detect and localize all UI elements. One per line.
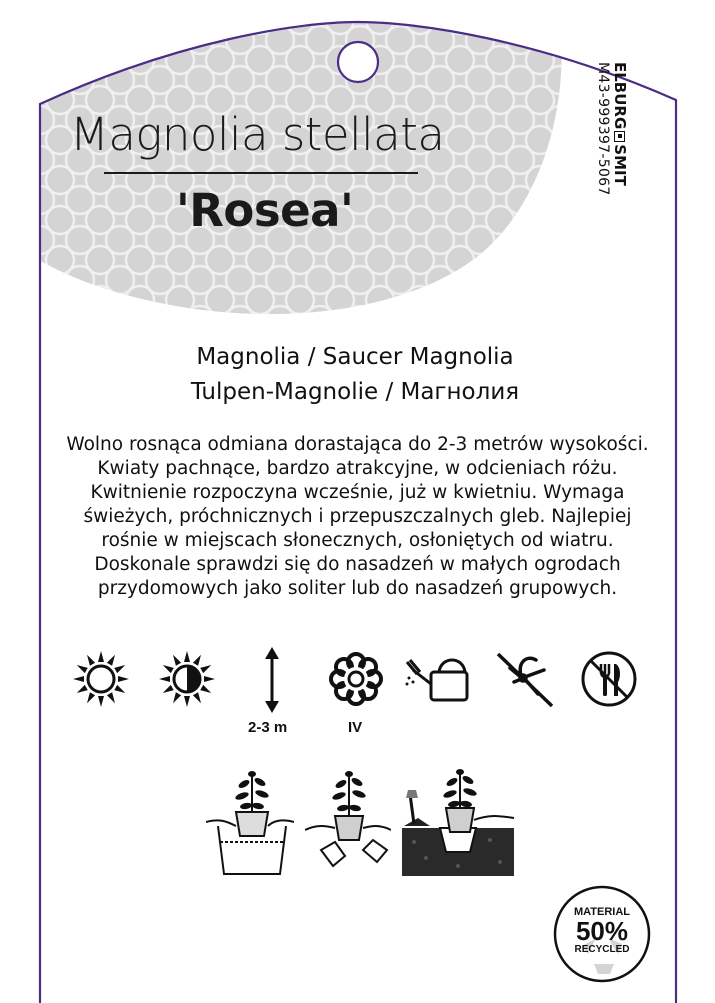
- height-arrow-icon: [258, 647, 286, 713]
- flower-caption: IV: [348, 719, 363, 736]
- latin-name: Magnolia stellata: [70, 108, 445, 161]
- planting-step-plant-icon: [400, 768, 516, 878]
- hang-hole: [338, 42, 378, 82]
- height-caption: 2-3 m: [248, 719, 288, 736]
- watering-can-icon: [405, 652, 473, 704]
- brand-mark-icon: [614, 131, 625, 142]
- brand-logo: [611, 62, 629, 186]
- no-pruning-icon: [492, 648, 558, 710]
- product-code: M43-999397-5067: [595, 62, 611, 196]
- not-edible-icon: [580, 650, 638, 708]
- common-names-line1: Magnolia / Saucer Magnolia: [196, 344, 514, 370]
- planting-step-soak-icon: [206, 770, 294, 880]
- cultivar-name: 'Rosea': [176, 184, 354, 237]
- flower-icon: [327, 650, 385, 708]
- title-divider: [104, 172, 418, 174]
- partial-shade-icon: [158, 650, 216, 708]
- full-sun-icon: [72, 650, 130, 708]
- recycle-line2: RECYCLED: [574, 944, 630, 955]
- description: Wolno rosnąca odmiana dorastająca do 2-3 metrów wysokości. Kwiaty pachnące, bardzo atrakcyjne, w odcieniach różu. Kwitnienie rozpoczyna wcześnie, już w kwietniu. Wymaga świeżych, próchnicznych i przepuszczalnych gleb. Najlepiej rośnie w miejscach słonecznych, osłoniętych od wiatru. Doskonale sprawdzi się do nasadzeń w małych ogrodach przydomowych jako soliter lub do nasadzeń grupowych.: [66, 434, 649, 599]
- common-names-line2: Tulpen-Magnolie / Магнолия: [190, 379, 520, 405]
- recycled-badge: [552, 884, 652, 984]
- brand-name: ELBURG: [611, 62, 629, 130]
- recycle-percent: 50%: [575, 916, 629, 946]
- brand-suffix: SMIT: [611, 144, 629, 186]
- planting-step-unpot-icon: [305, 766, 391, 870]
- recycle-line1: MATERIAL: [573, 906, 631, 918]
